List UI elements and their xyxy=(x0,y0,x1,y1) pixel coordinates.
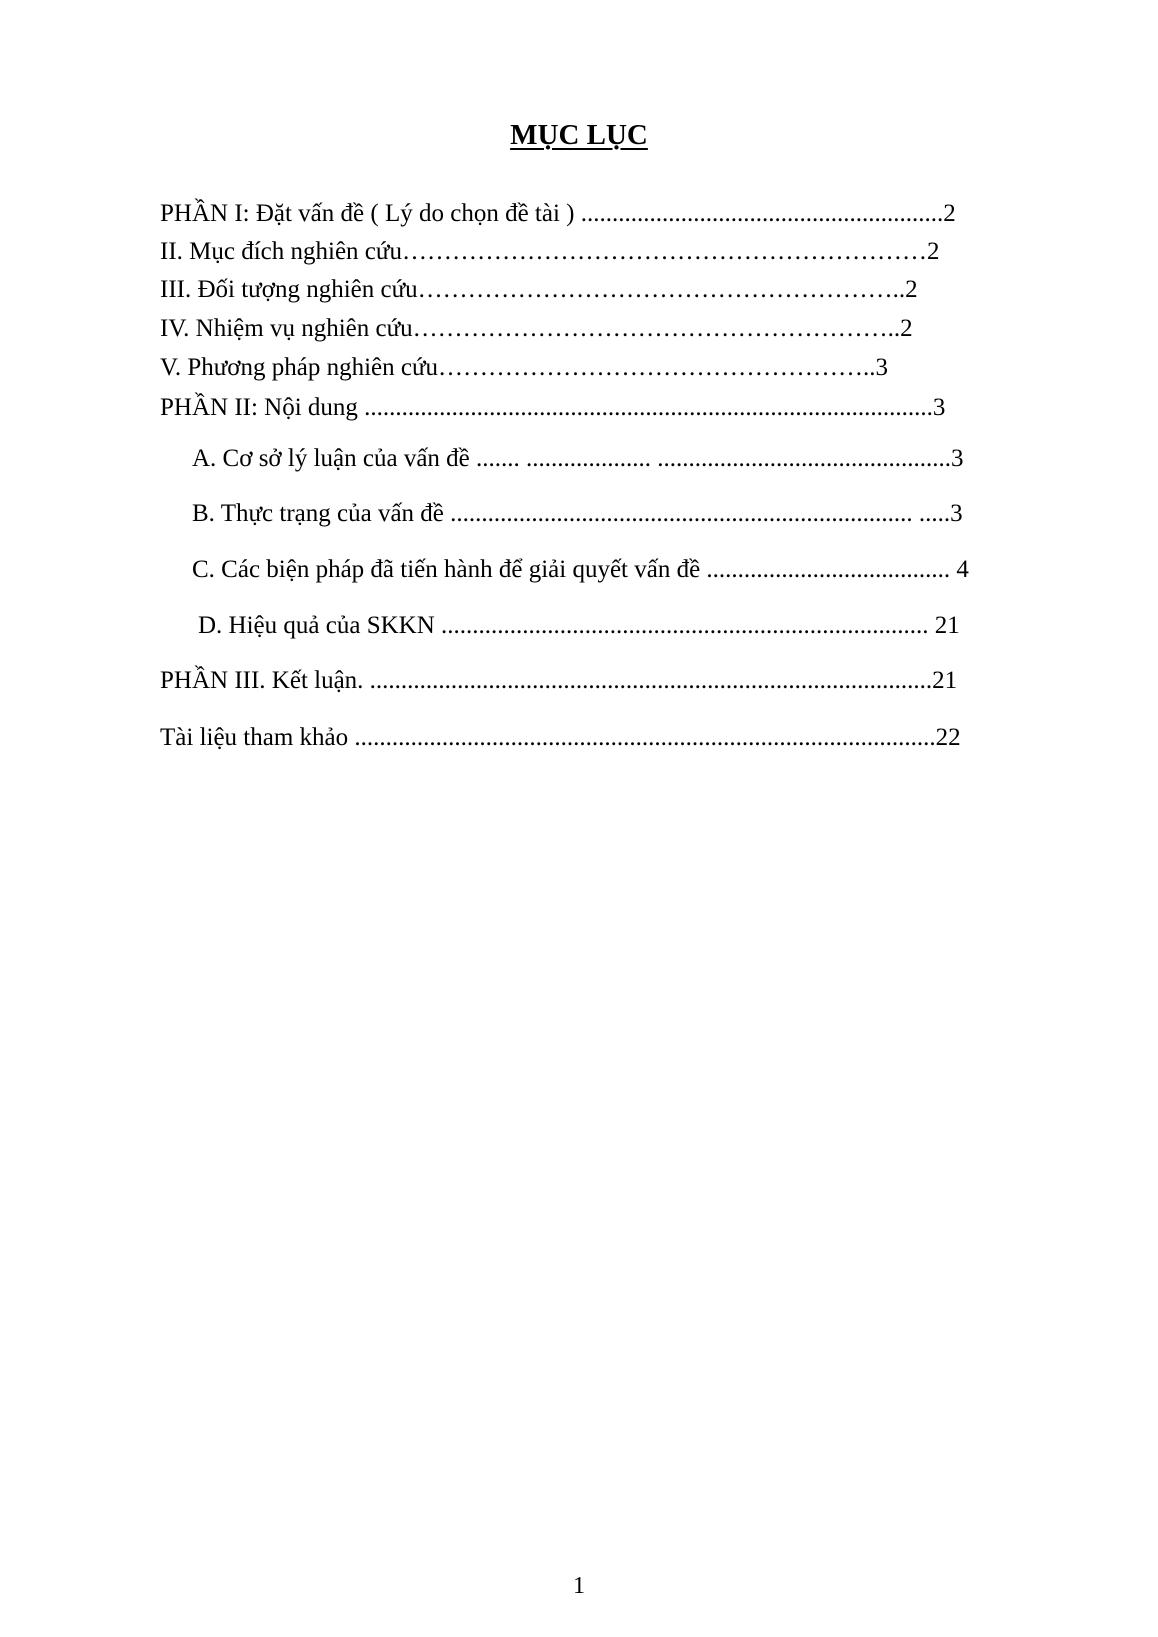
toc-entry-subject: III. Đối tượng nghiên cứu…………………………………………………..2 xyxy=(160,276,918,303)
toc-entry-references: Tài liệu tham khảo .............................................................................................22 xyxy=(160,724,961,751)
toc-entry-part-1: PHẦN I: Đặt vấn đề ( Lý do chọn đề tài ) ..........................................................2 xyxy=(160,200,956,227)
toc-entry-section-b: B. Thực trạng của vấn đề .......................................................................... .....3 xyxy=(192,500,963,527)
page-number: 1 xyxy=(573,1573,585,1599)
toc-entry-tasks: IV. Nhiệm vụ nghiên cứu…………………………………………………..2 xyxy=(160,315,913,342)
toc-entry-part-2: PHẦN II: Nội dung ...........................................................................................3 xyxy=(160,394,946,421)
toc-entry-section-d: D. Hiệu quả của SKKN .............................................................................. 21 xyxy=(198,612,960,639)
toc-entry-methods: V. Phương pháp nghiên cứu……………………………………………..3 xyxy=(160,354,889,381)
toc-entry-section-c: C. Các biện pháp đã tiến hành để giải quyết vấn đề ....................................... 4 xyxy=(192,556,969,583)
toc-entry-purpose: II. Mục đích nghiên cứu………………………………………………………2 xyxy=(160,238,940,265)
toc-entry-part-3: PHẦN III. Kết luận. ..........................................................................................21 xyxy=(160,667,958,694)
toc-entry-section-a: A. Cơ sở lý luận của vấn đề ....... .................... ...............................................3 xyxy=(192,445,964,472)
page-title: MỤC LỤC xyxy=(510,119,648,151)
